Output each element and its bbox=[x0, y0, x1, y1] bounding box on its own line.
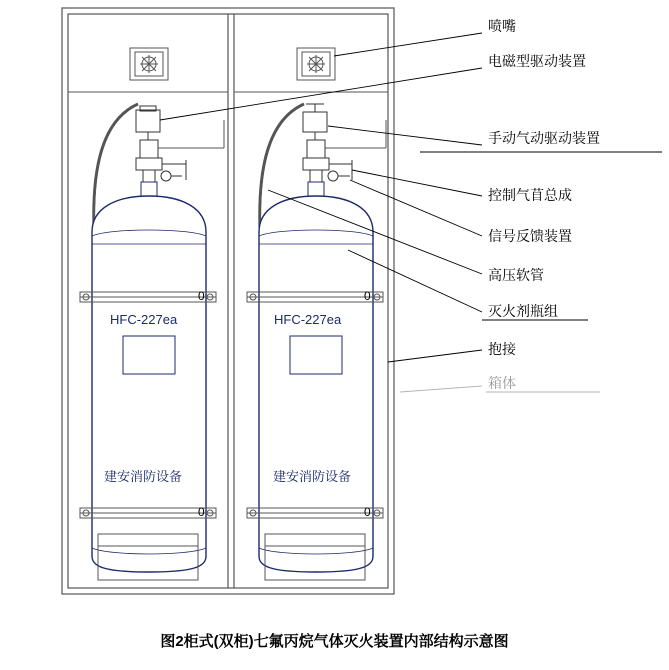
signal-feedback-device-left bbox=[161, 171, 182, 181]
control-gas-assembly-left bbox=[158, 120, 224, 148]
cylinder-label-plate-left bbox=[123, 336, 175, 374]
solenoid-driver-left bbox=[136, 106, 160, 140]
cylinder-neck-left bbox=[141, 182, 157, 196]
cylinder-label-plate-right bbox=[290, 336, 342, 374]
cylinder-agent-label-left: HFC-227ea bbox=[110, 312, 178, 327]
figure-caption: 图2柜式(双柜)七氟丙烷气体灭火装置内部结构示意图 bbox=[160, 633, 509, 650]
nozzle-right bbox=[297, 48, 335, 80]
callout-label-signal-feedback: 信号反馈装置 bbox=[488, 228, 572, 244]
callout-label-clamp: 抱接 bbox=[488, 341, 516, 357]
callout-label-nozzle: 喷嘴 bbox=[488, 18, 516, 34]
callout-label-manual-pneumatic-driver: 手动气动驱动装置 bbox=[488, 130, 600, 146]
signal-feedback-device-right bbox=[328, 171, 350, 181]
callout-label-solenoid-driver: 电磁型驱动装置 bbox=[488, 53, 586, 69]
gauge-zero-left-lower: 0 bbox=[198, 505, 205, 519]
cylinder-agent-label-right: HFC-227ea bbox=[274, 312, 342, 327]
callout-label-agent-cylinder-group: 灭火剂瓶组 bbox=[488, 303, 558, 319]
callout-label-high-pressure-hose: 高压软管 bbox=[488, 267, 544, 283]
gauge-zero-left-upper: 0 bbox=[198, 289, 205, 303]
callout-label-control-gas-assembly: 控制气苜总成 bbox=[488, 187, 572, 203]
cylinder-brand-label-right: 建安消防设备 bbox=[273, 469, 352, 484]
gauge-zero-right-upper: 0 bbox=[364, 289, 371, 303]
agent-cylinder-left bbox=[92, 196, 206, 572]
cabinet-divider bbox=[228, 14, 234, 588]
callout-leader-lines bbox=[160, 33, 662, 392]
nozzle-left bbox=[130, 48, 168, 80]
callout-label-cabinet: 箱体 bbox=[488, 375, 516, 391]
gauge-zero-right-lower: 0 bbox=[364, 505, 371, 519]
agent-cylinder-right bbox=[259, 196, 373, 572]
control-gas-assembly-right bbox=[325, 120, 386, 148]
cylinder-neck-right bbox=[308, 182, 324, 196]
manual-pneumatic-driver-right bbox=[303, 104, 327, 140]
cylinder-brand-label-left: 建安消防设备 bbox=[104, 469, 183, 484]
